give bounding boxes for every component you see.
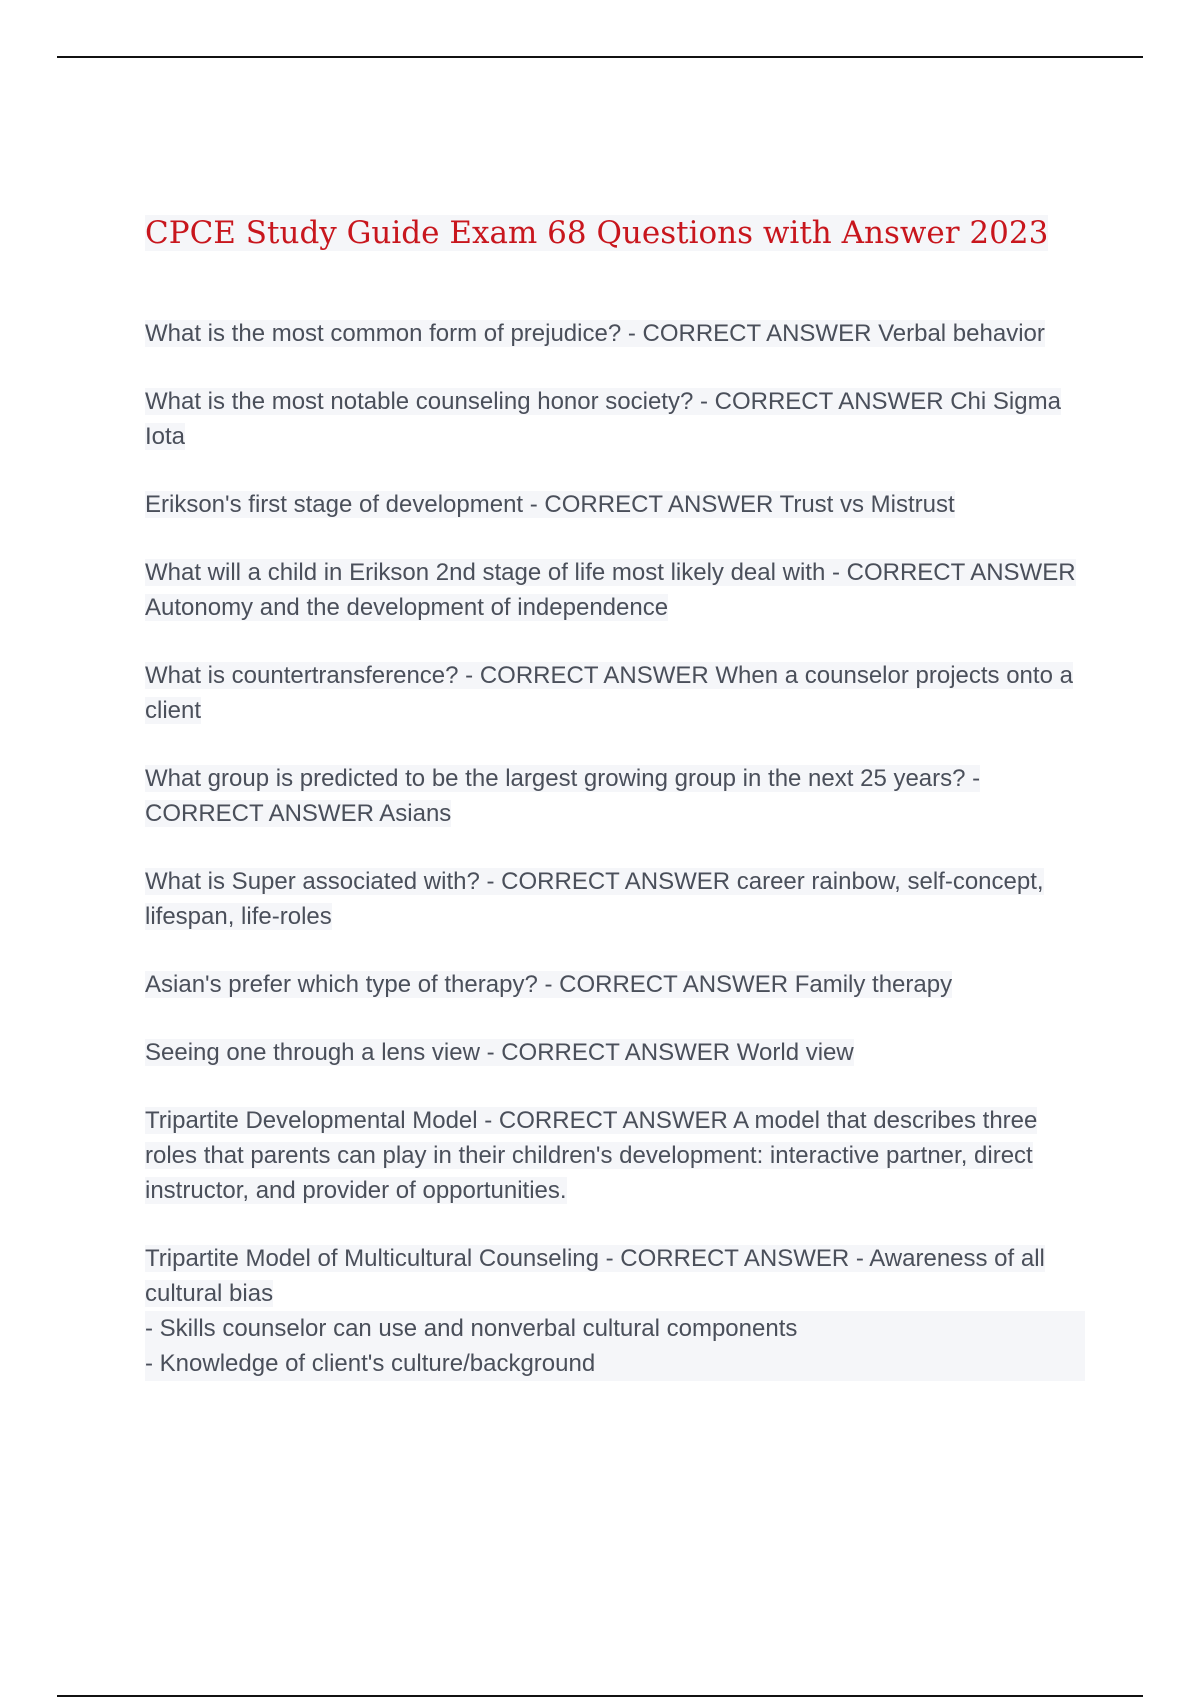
qa-item: What is the most common form of prejudice? - CORRECT ANSWER Verbal behavior <box>145 320 1045 347</box>
top-rule <box>57 56 1143 58</box>
qa-subline: - Knowledge of client's culture/background <box>145 1346 1085 1381</box>
qa-item: What is countertransference? - CORRECT ANSWER When a counselor projects onto a client <box>145 662 1073 724</box>
qa-item: What is the most notable counseling honor society? - CORRECT ANSWER Chi Sigma Iota <box>145 388 1061 450</box>
qa-item-multiline: Tripartite Model of Multicultural Counseling - CORRECT ANSWER - Awareness of all cultural bias - Skills counselor can use and nonverbal cultural components - Knowledge of client's culture/background <box>145 1241 1085 1381</box>
document-body <box>145 212 1085 1414</box>
qa-item: Erikson's first stage of development - CORRECT ANSWER Trust vs Mistrust <box>145 491 955 518</box>
qa-item: What will a child in Erikson 2nd stage of life most likely deal with - CORRECT ANSWER Autonomy and the development of independence <box>145 559 1076 621</box>
qa-item: Asian's prefer which type of therapy? - CORRECT ANSWER Family therapy <box>145 971 953 998</box>
qa-item: Tripartite Developmental Model - CORRECT ANSWER A model that describes three roles that parents can play in their children's development: interactive partner, direct instructor, and provider of opportunities. <box>145 1107 1038 1204</box>
qa-subline: - Skills counselor can use and nonverbal cultural components <box>145 1311 1085 1346</box>
qa-item: Seeing one through a lens view - CORRECT ANSWER World view <box>145 1039 854 1066</box>
document-title: CPCE Study Guide Exam 68 Questions with Answer 2023 <box>145 215 1049 251</box>
qa-item: What is Super associated with? - CORRECT ANSWER career rainbow, self-concept, lifespan, life-roles <box>145 868 1044 930</box>
bottom-rule <box>57 1695 1143 1697</box>
qa-list <box>145 316 1085 1381</box>
qa-item: What group is predicted to be the largest growing group in the next 25 years? - CORRECT ANSWER Asians <box>145 765 981 827</box>
